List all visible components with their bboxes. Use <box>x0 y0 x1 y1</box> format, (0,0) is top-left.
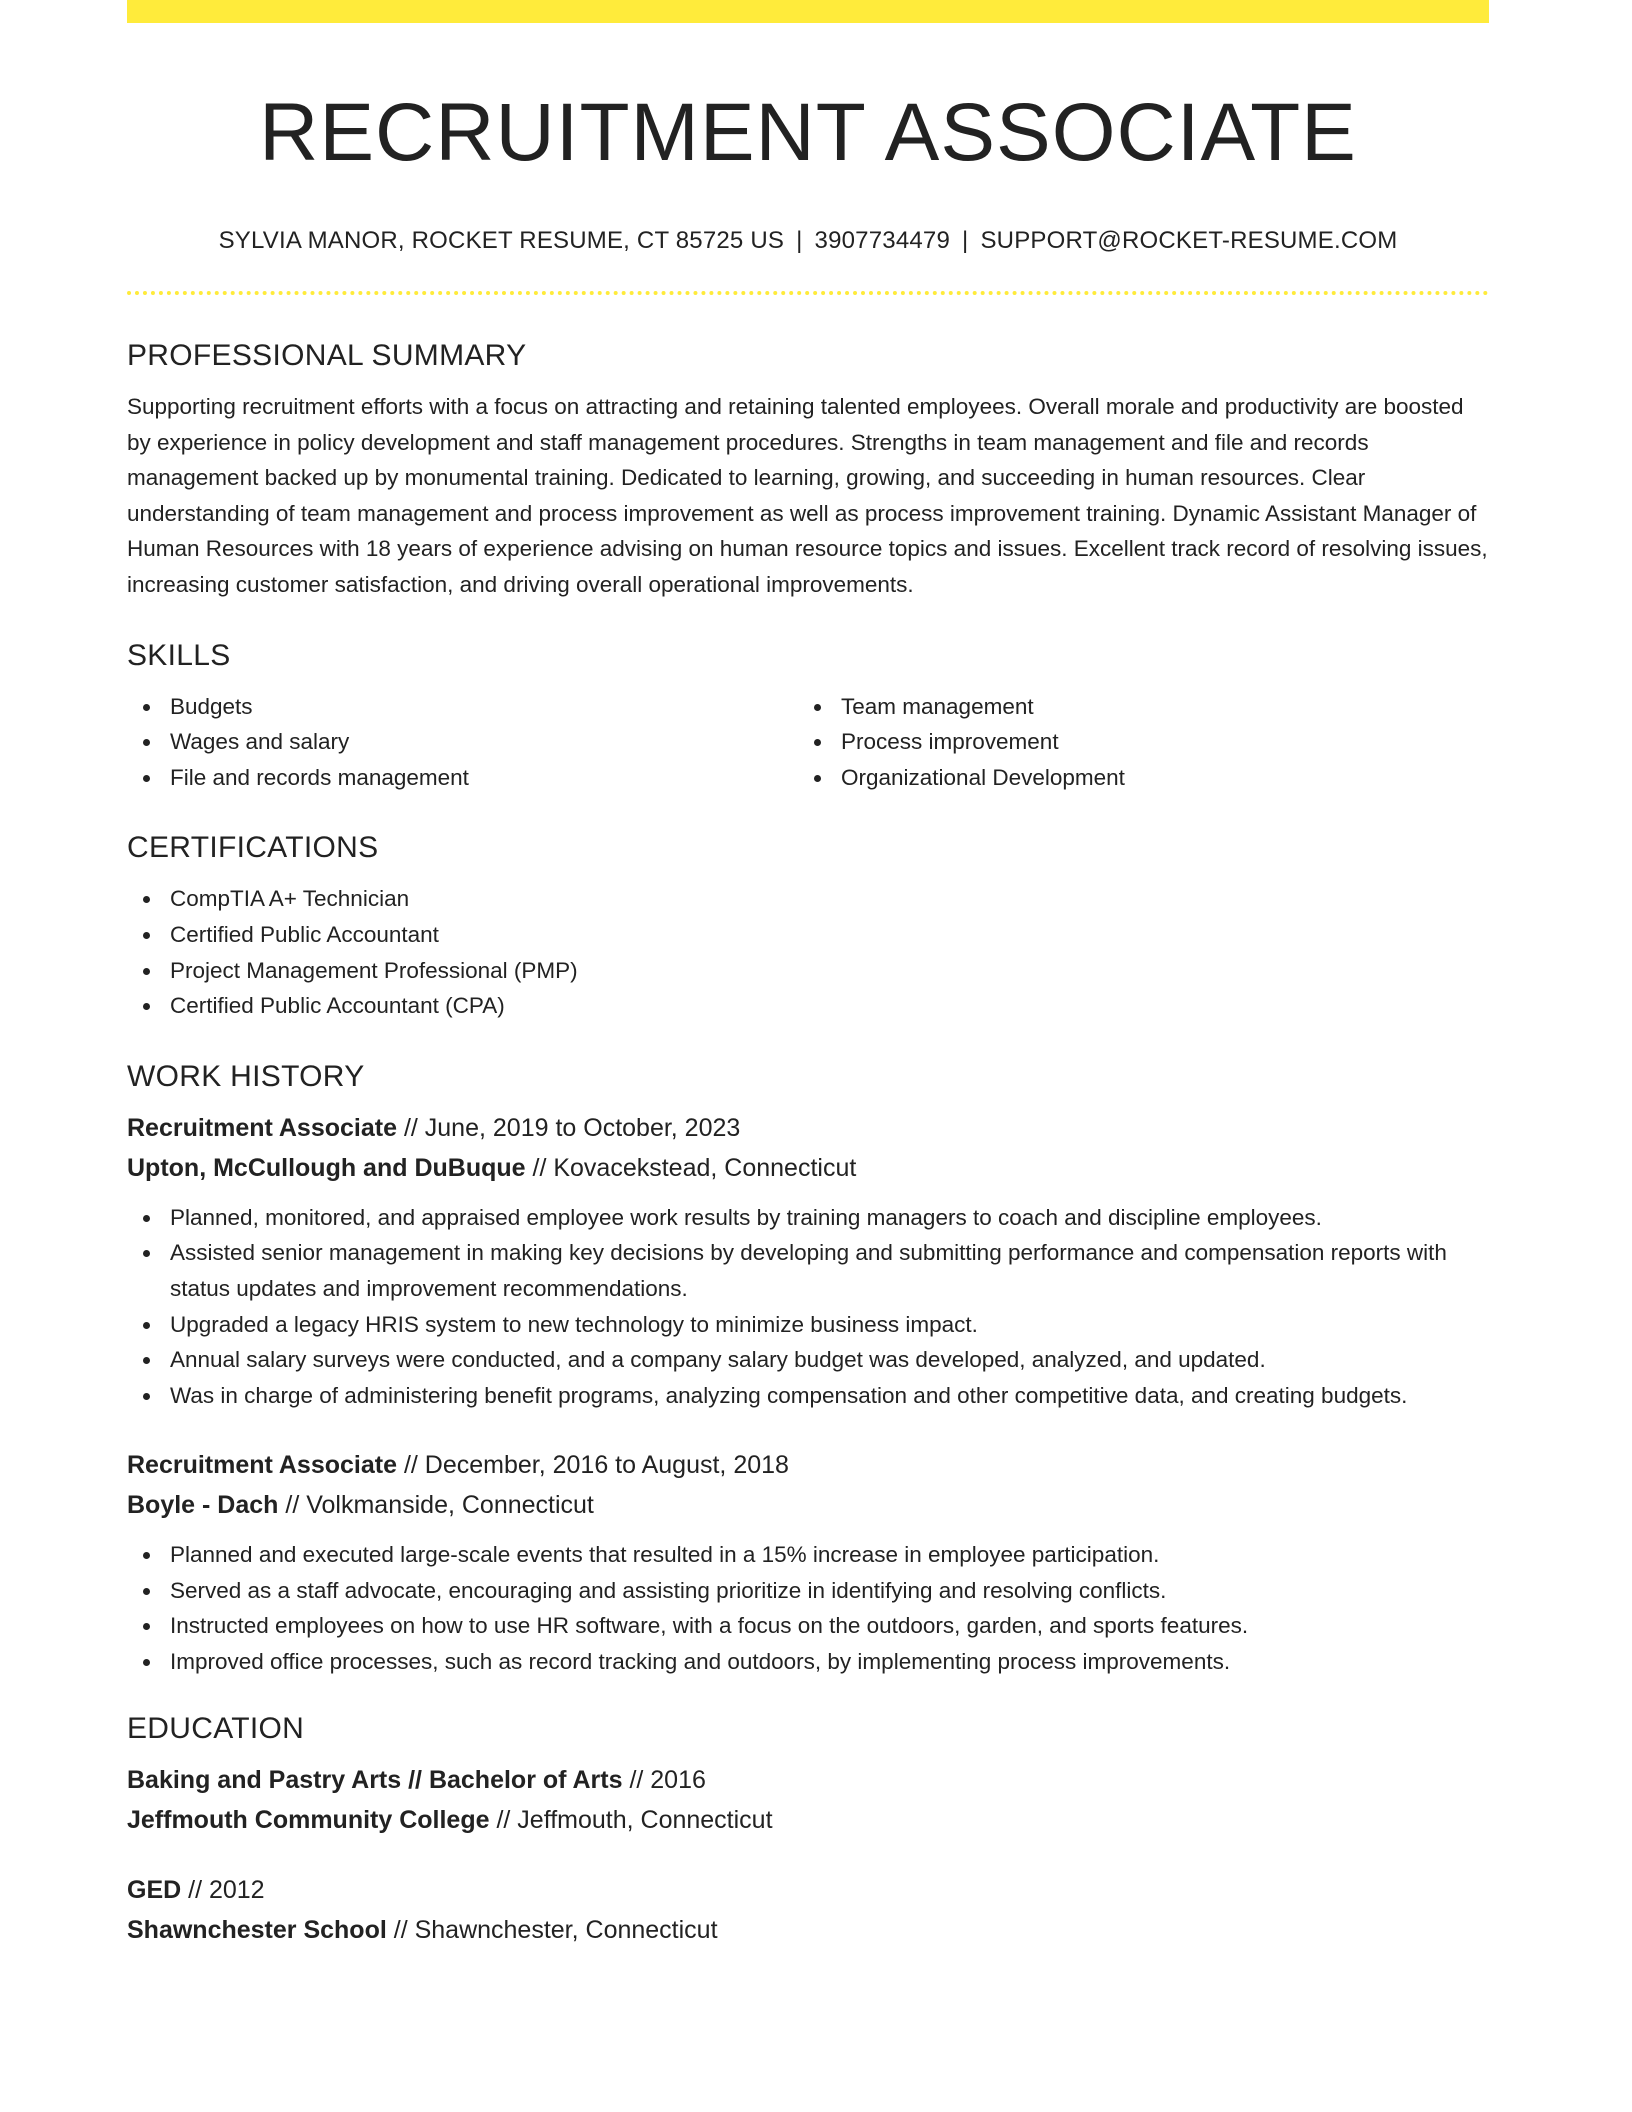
job-entry <box>127 1445 1489 1679</box>
education-degree-line <box>127 1870 1489 1910</box>
job-bullet: Upgraded a legacy HRIS system to new technology to minimize business impact. <box>127 1307 1489 1343</box>
skills-list <box>127 689 1489 796</box>
job-location: // Volkmanside, Connecticut <box>278 1491 594 1520</box>
skills-column-right <box>798 689 1469 796</box>
education-year: // 2016 <box>622 1765 706 1794</box>
resume-page <box>127 0 1489 1950</box>
skill-item: Process improvement <box>798 724 1469 760</box>
education-school: Shawnchester School <box>127 1915 387 1944</box>
education-degree-line <box>127 1760 1489 1800</box>
certification-item: Certified Public Accountant (CPA) <box>127 988 1489 1024</box>
job-location: // Kovacekstead, Connecticut <box>525 1153 857 1182</box>
education-year: // 2012 <box>181 1875 265 1904</box>
summary-text: Supporting recruitment efforts with a focus on attracting and retaining talented employees. Overall morale and productivity are boosted by experience in policy development and staff management procedures. Strengths in team management and file and records management backed up by monumental training. Dedicated to learning, growing, and succeeding in human resources. Clear understanding of team management and process improvement as well as process improvement training. Dynamic Assistant Manager of Human Resources with 18 years of experience advising on human resource topics and issues. Excellent track record of resolving issues, increasing customer satisfaction, and driving overall operational improvements. <box>127 394 1488 597</box>
job-bullets <box>127 1537 1489 1679</box>
job-title: Recruitment Associate <box>127 1113 397 1142</box>
resume-title: RECRUITMENT ASSOCIATE <box>259 87 1357 178</box>
job-company: Upton, McCullough and DuBuque <box>127 1153 526 1182</box>
certification-item: CompTIA A+ Technician <box>127 881 1489 917</box>
education-entry <box>127 1760 1489 1840</box>
job-bullet: Planned, monitored, and appraised employee work results by training managers to coach and discipline employees. <box>127 1200 1489 1236</box>
skill-item: File and records management <box>127 760 798 796</box>
education-school-line <box>127 1910 1489 1950</box>
job-bullet: Was in charge of administering benefit programs, analyzing compensation and other competitive data, and creating budgets. <box>127 1378 1489 1414</box>
job-bullets <box>127 1200 1489 1414</box>
skill-item: Team management <box>798 689 1469 725</box>
job-company-line <box>127 1148 1489 1188</box>
education-location: // Jeffmouth, Connecticut <box>489 1805 773 1834</box>
job-bullet: Assisted senior management in making key decisions by developing and submitting performance and compensation reports with status updates and improvement recommendations. <box>127 1235 1489 1306</box>
education-school-line <box>127 1800 1489 1840</box>
education-location: // Shawnchester, Connecticut <box>386 1915 718 1944</box>
education-degree: Baking and Pastry Arts // Bachelor of Arts <box>127 1765 623 1794</box>
skills-column-left <box>127 689 798 796</box>
education-school: Jeffmouth Community College <box>127 1805 490 1834</box>
skill-item: Wages and salary <box>127 724 798 760</box>
job-bullet: Planned and executed large-scale events that resulted in a 15% increase in employee participation. <box>127 1537 1489 1573</box>
skill-item: Budgets <box>127 689 798 725</box>
certifications-list <box>127 881 1489 1023</box>
certifications-heading: CERTIFICATIONS <box>127 831 379 865</box>
education-degree: GED <box>127 1875 182 1904</box>
certification-item: Certified Public Accountant <box>127 917 1489 953</box>
dotted-divider <box>127 291 1489 295</box>
skills-heading: SKILLS <box>127 638 231 672</box>
job-company-line <box>127 1485 1489 1525</box>
education-entry <box>127 1870 1489 1950</box>
contact-separator: | <box>796 227 803 254</box>
contact-line <box>127 225 1489 257</box>
job-dates: // June, 2019 to October, 2023 <box>397 1113 741 1142</box>
contact-address: SYLVIA MANOR, ROCKET RESUME, CT 85725 US <box>218 227 785 254</box>
skill-item: Organizational Development <box>798 760 1469 796</box>
contact-separator: | <box>962 227 969 254</box>
job-company: Boyle - Dach <box>127 1491 279 1520</box>
certification-item: Project Management Professional (PMP) <box>127 953 1489 989</box>
job-title: Recruitment Associate <box>127 1451 397 1480</box>
job-entry <box>127 1108 1489 1414</box>
education-heading: EDUCATION <box>127 1711 305 1745</box>
accent-top-bar <box>127 0 1489 23</box>
job-bullet: Served as a staff advocate, encouraging and assisting prioritize in identifying and resolving conflicts. <box>127 1573 1489 1609</box>
job-dates: // December, 2016 to August, 2018 <box>397 1451 789 1480</box>
job-bullet: Instructed employees on how to use HR software, with a focus on the outdoors, garden, and sports features. <box>127 1608 1489 1644</box>
job-title-line <box>127 1108 1489 1148</box>
job-bullet: Annual salary surveys were conducted, and a company salary budget was developed, analyzed, and updated. <box>127 1342 1489 1378</box>
job-title-line <box>127 1445 1489 1485</box>
contact-phone: 3907734479 <box>814 227 951 254</box>
summary-heading: PROFESSIONAL SUMMARY <box>127 339 527 372</box>
job-bullet: Improved office processes, such as record tracking and outdoors, by implementing process improvements. <box>127 1644 1489 1680</box>
work-history-heading: WORK HISTORY <box>127 1059 365 1093</box>
contact-email: SUPPORT@ROCKET-RESUME.COM <box>980 227 1398 254</box>
